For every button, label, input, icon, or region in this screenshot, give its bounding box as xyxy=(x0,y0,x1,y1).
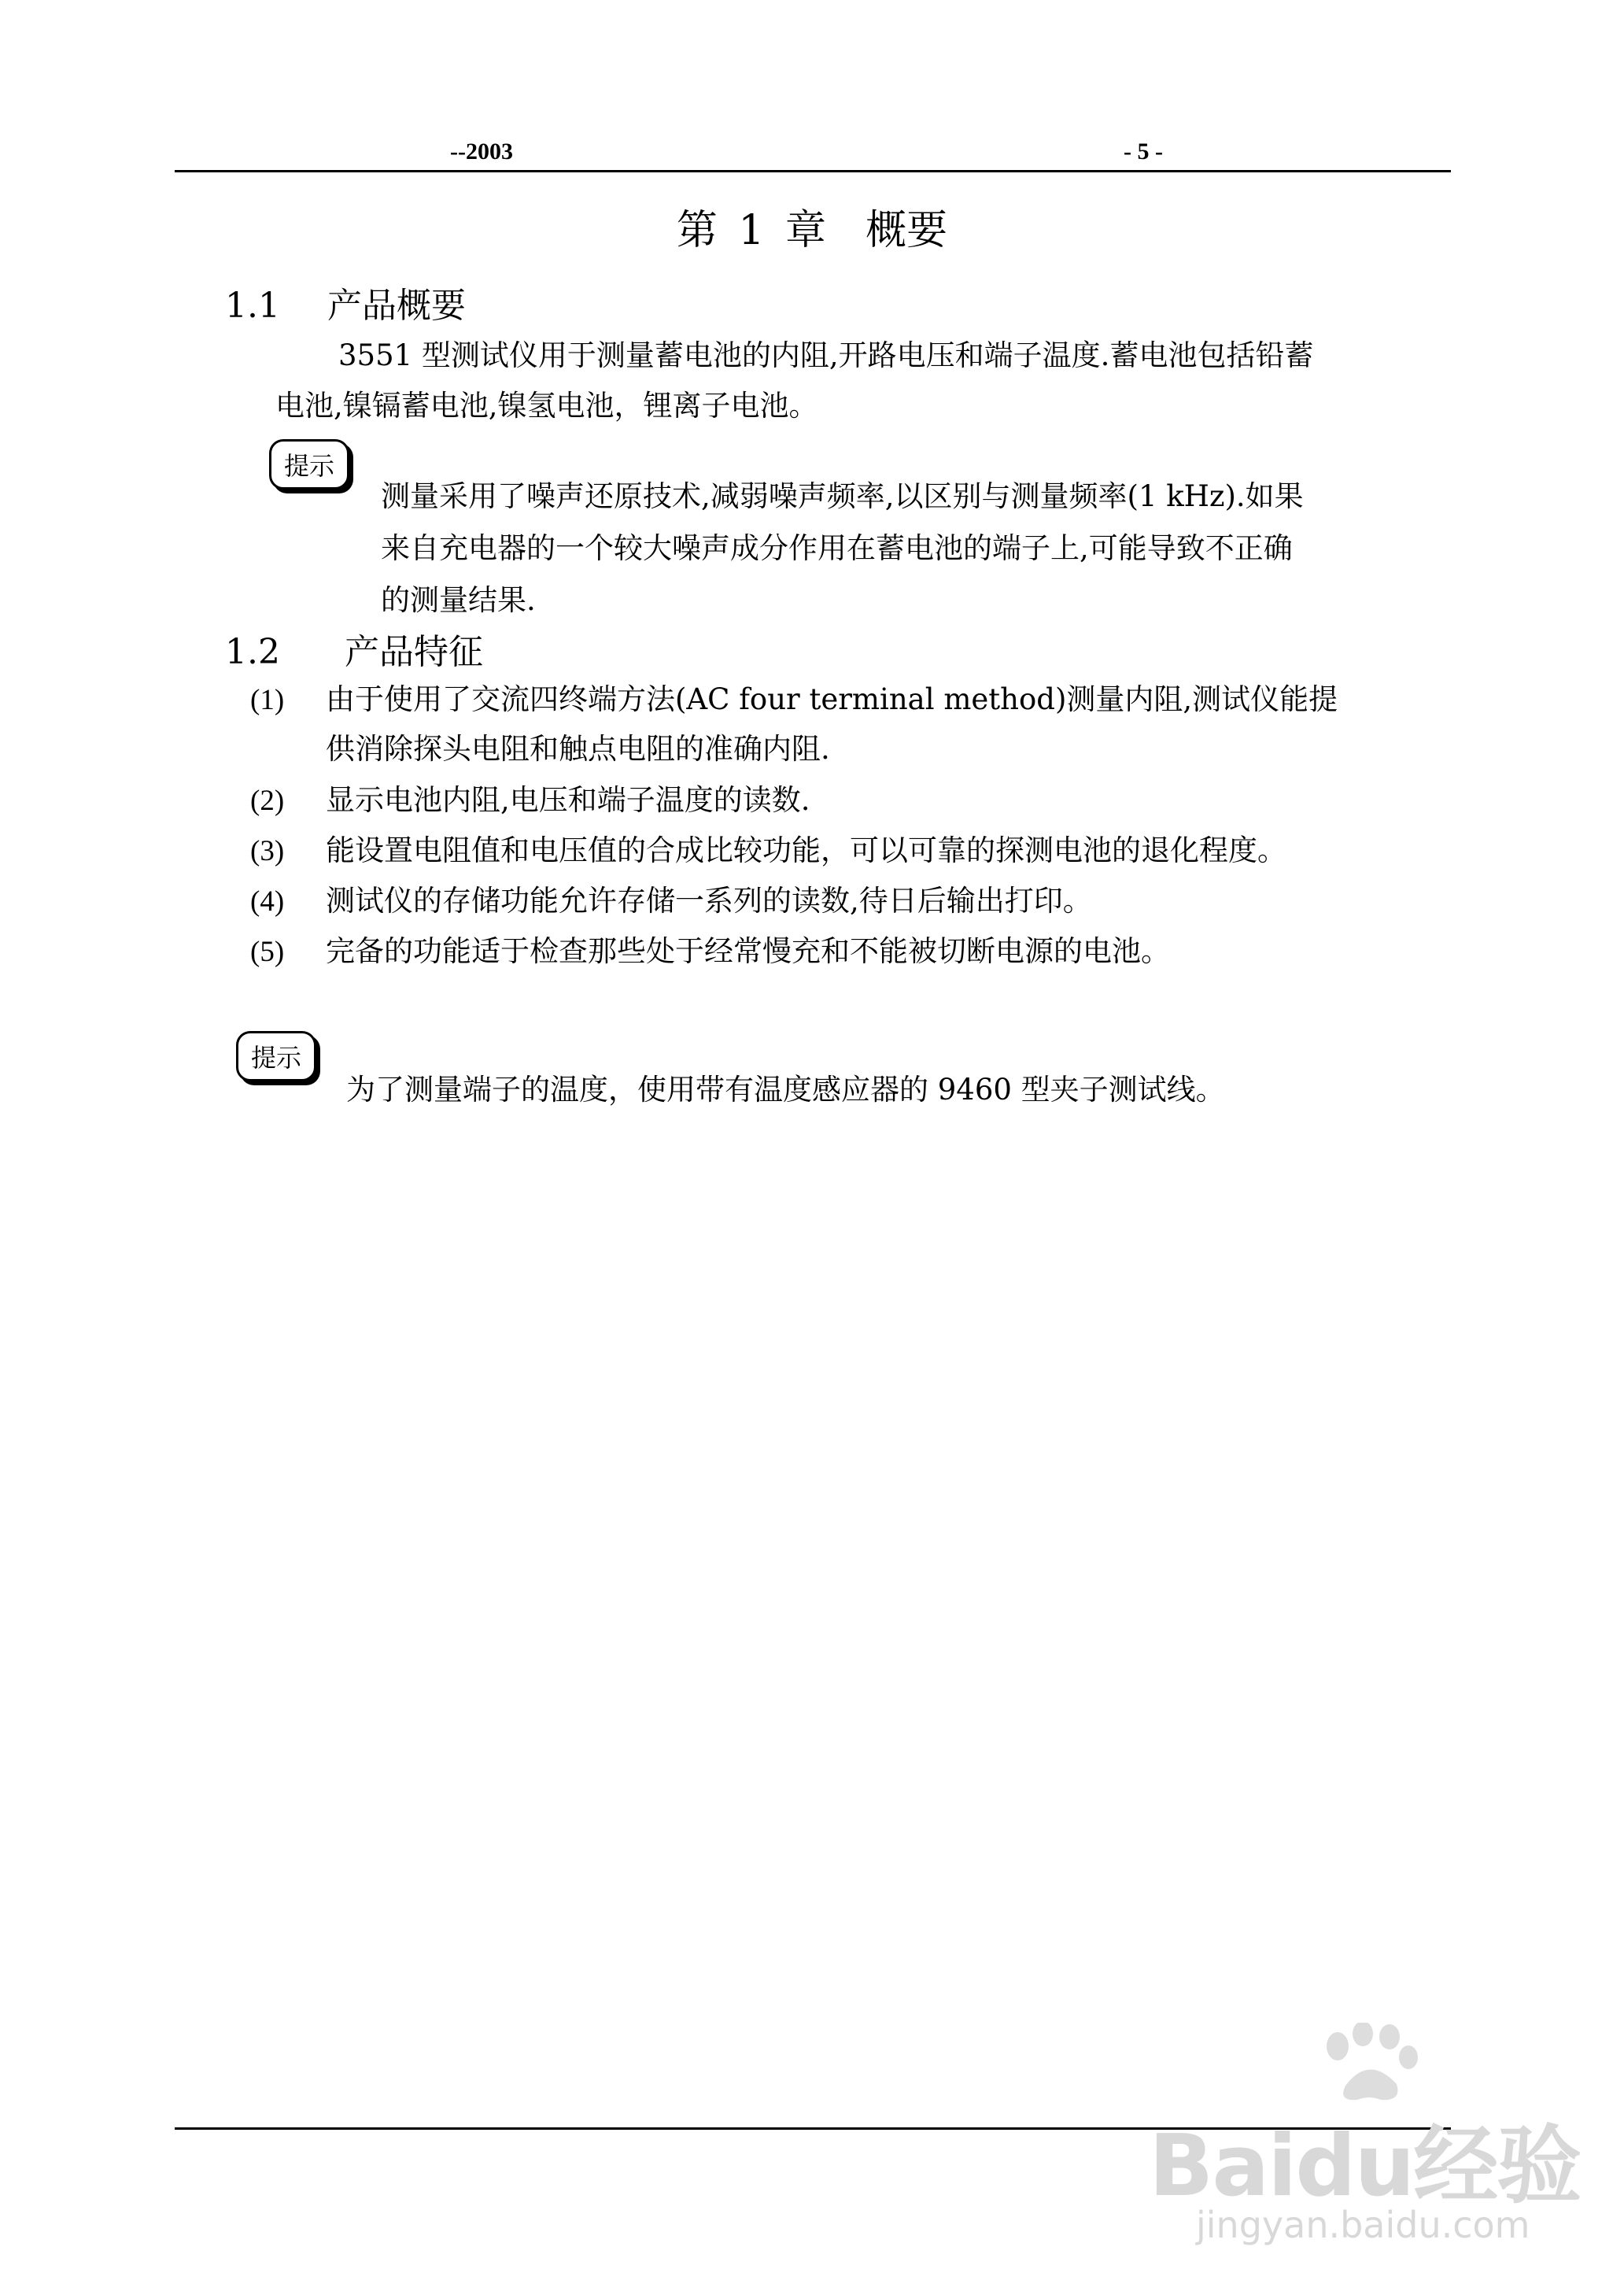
feature-text: 显示电池内阻,电压和端子温度的读数. xyxy=(326,783,810,817)
watermark-url: jingyan.baidu.com xyxy=(1196,2204,1530,2246)
feature-number: (4) xyxy=(250,885,285,918)
page-number: - 5 - xyxy=(1124,139,1163,164)
section-title: 产品概要 xyxy=(327,286,466,326)
chapter-name: 概要 xyxy=(866,207,948,254)
watermark-brand: Baidu经验 xyxy=(1149,2117,1581,2216)
header-rule xyxy=(175,170,1451,172)
section-title: 产品特征 xyxy=(345,632,483,672)
tip-badge: 提示 xyxy=(236,1031,316,1081)
paragraph-line: 3551 型测试仪用于测量蓄电池的内阻,开路电压和端子温度.蓄电池包括铅蓄 xyxy=(338,338,1314,372)
chapter-title xyxy=(0,197,1624,256)
feature-number: (2) xyxy=(250,785,285,817)
feature-text: 完备的功能适于检查那些处于经常慢充和不能被切断电源的电池。 xyxy=(326,934,1170,968)
feature-text: 能设置电阻值和电压值的合成比较功能，可以可靠的探测电池的退化程度。 xyxy=(326,833,1286,867)
baidu-watermark xyxy=(1149,2023,1589,2259)
paw-logo-icon xyxy=(1314,2023,1424,2109)
feature-item xyxy=(250,927,1170,977)
section-heading-1-1 xyxy=(225,277,466,327)
tip-line: 测量采用了噪声还原技术,减弱噪声频率,以区别与测量频率(1 kHz).如果 xyxy=(381,479,1304,513)
section-number: 1.1 xyxy=(225,286,280,326)
feature-item xyxy=(250,776,810,826)
feature-text-continued: 供消除探头电阻和触点电阻的准确内阻. xyxy=(326,732,830,766)
tip-text xyxy=(381,471,1304,626)
header-left: --2003 xyxy=(450,139,513,164)
feature-text: 测试仪的存储功能允许存储一系列的读数,待日后输出打印。 xyxy=(326,884,1092,918)
feature-item xyxy=(250,826,1286,876)
feature-number: (3) xyxy=(250,835,285,867)
tip-text: 为了测量端子的温度，使用带有温度感应器的 9460 型夹子测试线。 xyxy=(346,1073,1225,1107)
feature-item xyxy=(250,675,1338,774)
feature-text: 由于使用了交流四终端方法(AC four terminal method)测量内阻,测试仪能提 xyxy=(326,682,1338,716)
paragraph-line: 电池,镍镉蓄电池,镍氢电池，锂离子电池。 xyxy=(275,389,818,423)
intro-paragraph xyxy=(275,331,1452,431)
feature-number: (5) xyxy=(250,936,285,968)
section-heading-1-2 xyxy=(225,623,483,674)
feature-number: (1) xyxy=(250,684,285,716)
tip-line: 来自充电器的一个较大噪声成分作用在蓄电池的端子上,可能导致不正确 xyxy=(381,531,1293,565)
section-number: 1.2 xyxy=(225,632,280,672)
tip-badge: 提示 xyxy=(269,439,349,490)
feature-item xyxy=(250,877,1092,926)
chapter-number: 第 1 章 xyxy=(676,207,827,254)
tip-line: 的测量结果. xyxy=(381,583,536,617)
